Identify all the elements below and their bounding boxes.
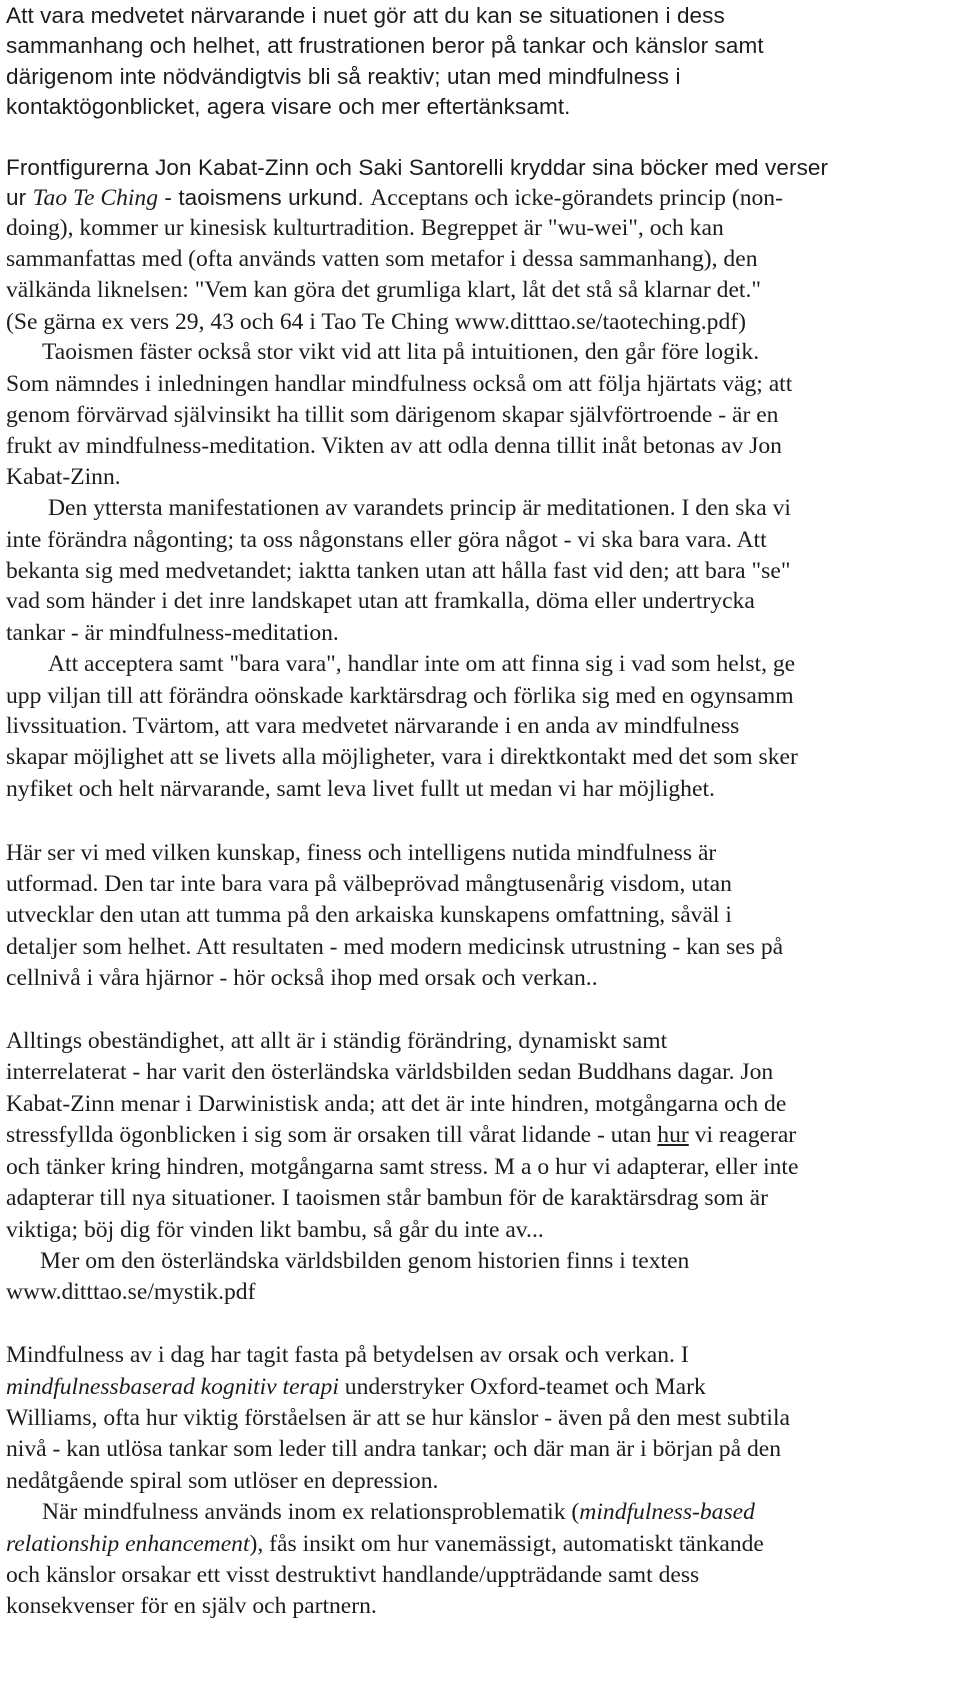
text-line: Att acceptera samt "bara vara", handlar inte om att finna sig i vad som helst, ge: [48, 651, 796, 678]
text-line: interrelaterat - har varit den österländska världsbilden sedan Buddhans dagar. Jon: [6, 1059, 774, 1086]
text-line: välkända liknelsen: "Vem kan göra det grumliga klart, låt det stå så klarnar det.": [6, 277, 762, 304]
text-line: sammanfattas med (ofta används vatten som metafor i dessa sammanhang), den: [6, 245, 758, 272]
text-line: Mindfulness av i dag har tagit fasta på betydelsen av orsak och verkan. I: [6, 1342, 689, 1369]
text-line: livssituation. Tvärtom, att vara medvetet närvarande i en anda av mindfulness: [6, 712, 740, 739]
text-line: och känslor orsakar ett visst destruktivt handlande/uppträdande samt dess: [6, 1562, 700, 1589]
text-line: Att vara medvetet närvarande i nuet gör att du kan se situationen i dess: [6, 3, 725, 28]
text-line: relationship enhancement), fås insikt om hur vanemässigt, automatiskt tänkande: [6, 1530, 764, 1557]
text-line: frukt av mindfulness-meditation. Vikten av att odla denna tillit inåt betonas av Jon: [6, 433, 782, 460]
text-line: ur Tao Te Ching - taoismens urkund. Acceptans och icke-görandets princip (non-: [6, 185, 783, 212]
text-line: kontaktögonblicket, agera visare och mer eftertänksamt.: [6, 94, 571, 120]
text-line: Alltings obeständighet, att allt är i ständig förändring, dynamiskt samt: [6, 1028, 668, 1055]
text-line: adapterar till nya situationer. I taoismen står bambun för de karaktärsdrag som är: [6, 1185, 768, 1212]
text-line: sammanhang och helhet, att frustrationen beror på tankar och känslor samt: [6, 33, 764, 59]
text-line: Som nämndes i inledningen handlar mindfulness också om att följa hjärtats väg; att: [6, 370, 793, 397]
text-line: Den yttersta manifestationen av varandets princip är meditationen. I den ska vi: [48, 495, 791, 522]
text-line: vad som händer i det inre landskapet utan att framkalla, döma eller undertrycka: [6, 588, 755, 615]
text-line: mindfulnessbaserad kognitiv terapi understryker Oxford-teamet och Mark: [6, 1373, 706, 1400]
text-line: upp viljan till att förändra oönskade karktärsdrag och förlika sig med en ogynsamm: [6, 682, 794, 709]
text-line: skapar möjlighet att se livets alla möjligheter, vara i direktkontakt med det som sker: [6, 744, 798, 771]
text-line: tankar - är mindfulness-meditation.: [6, 619, 339, 646]
text-line: Här ser vi med vilken kunskap, finess och intelligens nutida mindfulness är: [6, 839, 717, 866]
text-line: därigenom inte nödvändigtvis bli så reaktiv; utan med mindfulness i: [6, 63, 681, 89]
text-line: och tänker kring hindren, motgångarna samt stress. M a o hur vi adapterar, eller inte: [6, 1153, 799, 1180]
text-line: Frontfigurerna Jon Kabat-Zinn och Saki Santorelli kryddar sina böcker med verser: [6, 154, 829, 180]
text-line: nedåtgående spiral som utlöser en depression.: [6, 1467, 439, 1494]
text-line: Kabat-Zinn menar i Darwinistisk anda; att det är inte hindren, motgångarna och de: [6, 1090, 787, 1117]
text-line: detaljer som helhet. Att resultaten - med modern medicinsk utrustning - kan ses på: [6, 933, 784, 960]
text-line: inte förändra någonting; ta oss någonstans eller göra något - vi ska bara vara. Att: [6, 526, 767, 553]
text-line: utvecklar den utan att tumma på den arkaiska kunskapens omfattning, såväl i: [6, 902, 732, 929]
text-line: bekanta sig med medvetandet; iaktta tanken utan att hålla fast vid den; att bara "se": [6, 557, 791, 584]
text-line: Kabat-Zinn.: [6, 463, 121, 490]
text-line: Mer om den österländska världsbilden genom historien finns i texten: [40, 1247, 690, 1274]
text-line: genom förvärvad självinsikt ha tillit som därigenom skapar självförtroende - är en: [6, 401, 779, 428]
text-line: När mindfulness används inom ex relationsproblematik (mindfulness-based: [42, 1499, 755, 1526]
text-line: nivå - kan utlösa tankar som leder till andra tankar; och där man är i början på den: [6, 1436, 782, 1463]
text-line: Williams, ofta hur viktig förståelsen är att se hur känslor - även på den mest subtila: [6, 1404, 790, 1431]
text-line: doing), kommer ur kinesisk kulturtradition. Begreppet är "wu-wei", och kan: [6, 214, 724, 241]
text-line: stressfyllda ögonblicken i sig som är orsaken till vårat lidande - utan hur vi reagerar: [6, 1122, 797, 1149]
text-line: Taoismen fäster också stor vikt vid att lita på intuitionen, den går före logik.: [42, 339, 760, 366]
text-line: utformad. Den tar inte bara vara på välbeprövad mångtusenårig visdom, utan: [6, 871, 732, 897]
text-line: cellnivå i våra hjärnor - hör också ihop med orsak och verkan..: [6, 965, 598, 992]
text-line: konsekvenser för en själv och partnern.: [6, 1593, 377, 1620]
text-line: viktiga; böj dig för vinden likt bambu, så går du inte av...: [6, 1216, 544, 1243]
text-line: nyfiket och helt närvarande, samt leva livet fullt ut medan vi har möjlighet.: [6, 775, 715, 802]
underlined-word: hur: [657, 1122, 689, 1149]
link-text: www.ditttao.se/mystik.pdf: [6, 1279, 256, 1306]
text-line: (Se gärna ex vers 29, 43 och 64 i Tao Te Ching www.ditttao.se/taoteching.pdf): [6, 308, 746, 335]
